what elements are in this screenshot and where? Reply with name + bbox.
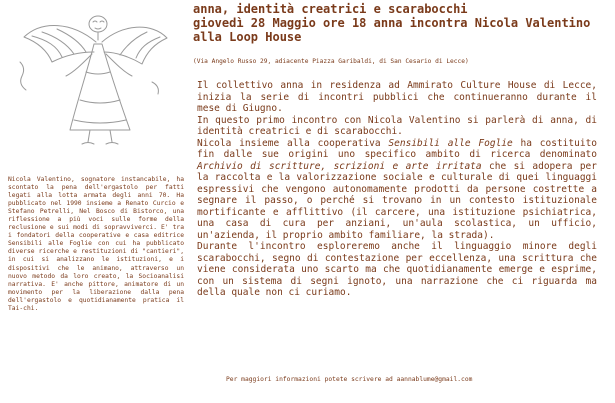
- venue-address: (Via Angelo Russo 29, adiacente Piazza Garibaldi, di San Cesario di Lecce): [193, 58, 469, 65]
- cooperative-name: Sensibili alle Foglie: [388, 137, 513, 149]
- speaker-bio: Nicola Valentino, sognatore instancabile, ha scontato la pena dell'ergastolo per fatti legati alla lotta armata degli anni 70. Ha pubblicato nel 1990 insieme a Renato Curcio e Stefano Petrelli, Nel Bosco di Bistorco, una riflessione a più voci sulle forme della reclusione e sui modi di sopravviverci. E' tra i fondatori della cooperative e casa editrice Sensibili alle Foglie con cui ha pubblicato diverse ricerche e restituzioni di "cantieri", in cui si analizzano le istituzioni, e i dispositivi che le animano, attraverso un nuovo metodo da loro creato, la Socioanalisi narrativa. E' anche pittore, animatore di un movimento per la liberazione dalla pena dell'ergastolo e quotidianamente pratica il Tai-chi.: [8, 176, 184, 312]
- paragraph-archive: [197, 138, 597, 242]
- archive-text-b: ha costituito fin dalle sue origini uno specifico ambito di ricerca denominato: [197, 137, 598, 160]
- contact-footer: Per maggiori informazioni potete scrivere ad aannablume@gmail.com: [226, 376, 473, 383]
- paragraph-scribbles: Durante l'incontro esploreremo anche il linguaggio minore degli scarabocchi, segno di contestazione per eccellenza, una scrittura che viene considerata uno scarto ma che quotidianamente emerge e esprime, con un sistema di segni ignoto, una narrazione che ci riguarda ma della quale non ci curiamo.: [197, 241, 597, 298]
- archive-name: Archivio di scritture, scrizioni e arte irritata: [197, 160, 482, 172]
- event-header: [193, 2, 603, 44]
- event-title: anna, identità creatrici e scarabocchi: [193, 2, 468, 16]
- paragraph-topic: In questo primo incontro con Nicola Valentino si parlerà di anna, di identità creatrici e di scarabocchi.: [197, 114, 597, 137]
- event-date-line: giovedì 28 Maggio ore 18 anna incontra Nicola Valentino: [193, 16, 591, 30]
- main-description: [197, 80, 597, 299]
- angel-scribble-drawing: [2, 2, 182, 152]
- event-venue: alla Loop House: [193, 30, 302, 44]
- paragraph-intro: Il collettivo anna in residenza ad Ammirato Culture House di Lecce, inizia la serie di incontri pubblici che continueranno durante il mese di Giugno.: [197, 80, 597, 114]
- archive-text-a: Nicola insieme alla cooperativa: [197, 137, 389, 149]
- archive-text-c: che si adopera per la raccolta e la valorizzazione sociale e culturale di quei linguaggi espressivi che vengono autonomamente prodotti da persone costrette a segnare il passo, o perché si trovano in un contesto istituzionale mortificante e afflittivo (il carcere, una istituzione psichiatrica, una casa di cura per anziani, un'aula scolastica, un ufficio, un'azienda, il proprio ambito familiare, la strada).: [197, 160, 597, 241]
